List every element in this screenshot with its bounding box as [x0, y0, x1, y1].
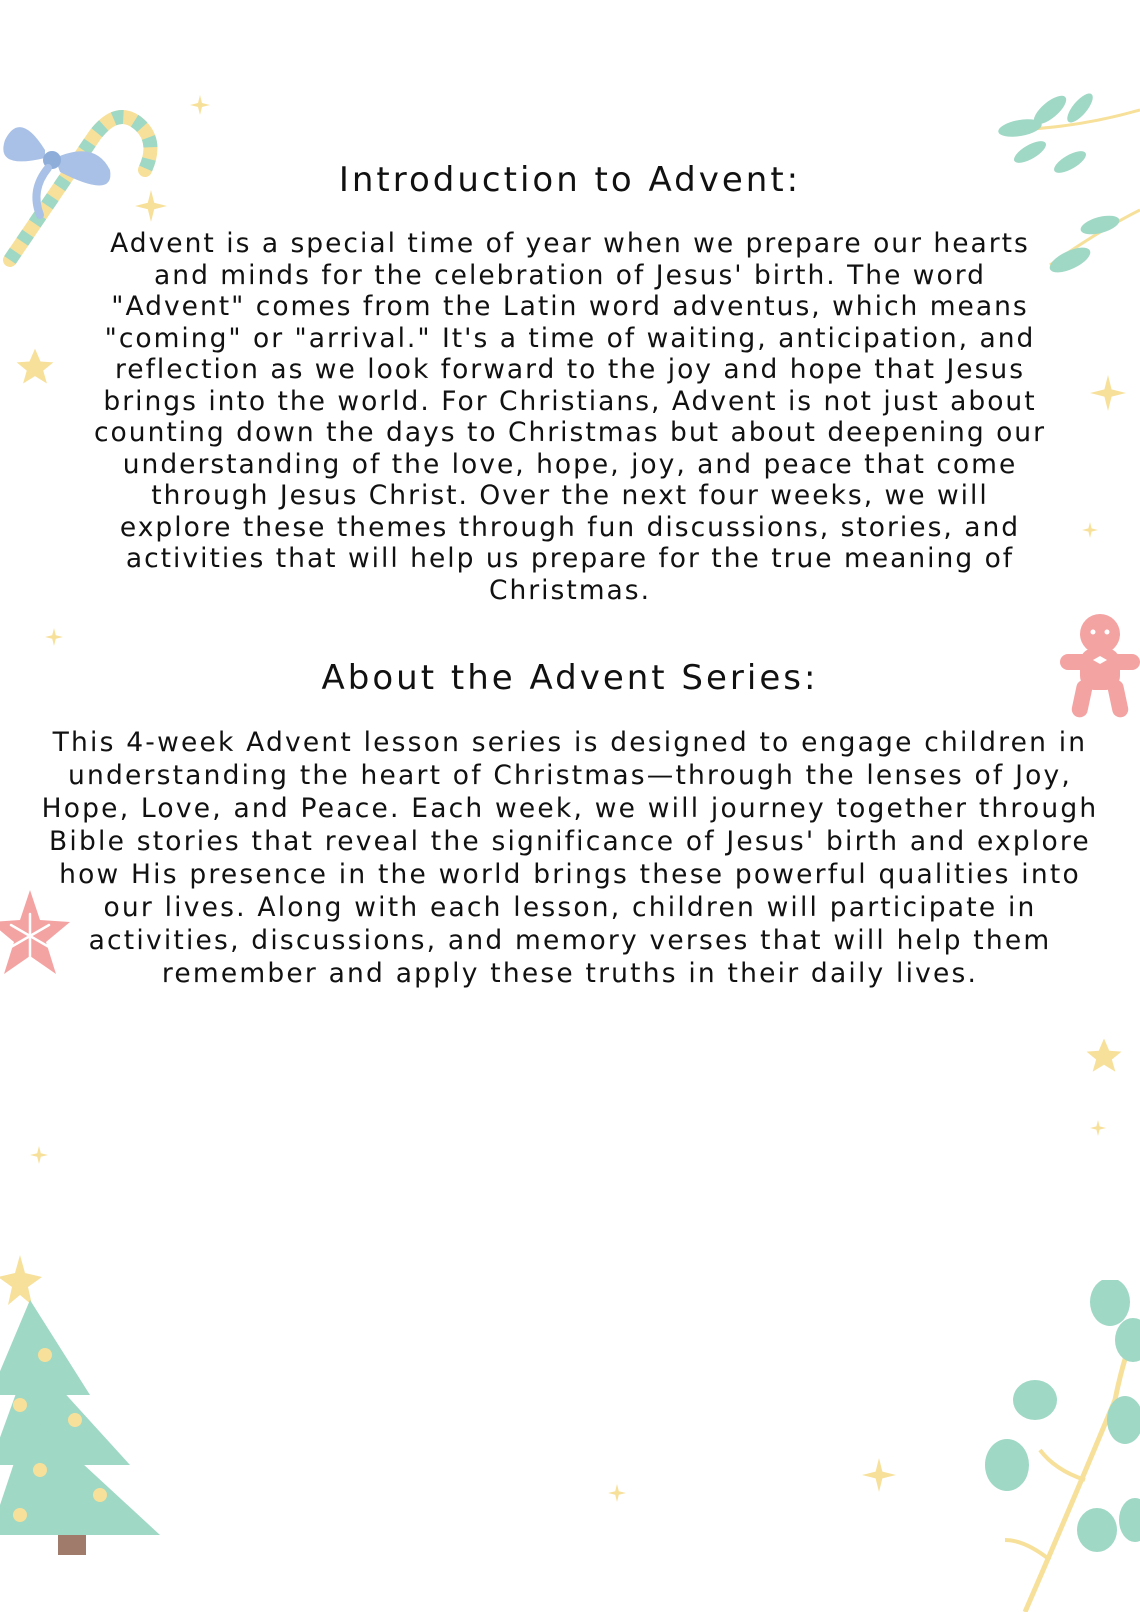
- sparkle-icon: [1090, 1120, 1106, 1136]
- star-icon: [1082, 1035, 1126, 1077]
- about-paragraph: This 4-week Advent lesson series is designed to engage children in understanding the heart of Christmas—through the lenses of Joy, Hope, Love, and Peace. Each week, we will journey together through Bible stories that reveal the significance of Jesus' birth and explore how His presence in the world brings these powerful qualities into our lives. Along with each lesson, children will participate in activities, discussions, and memory verses that will help them remember and apply these truths in their daily lives.: [41, 727, 1099, 989]
- section-spacer: [40, 606, 1100, 658]
- document-content: [40, 160, 1100, 990]
- christmas-tree-icon: [0, 1255, 170, 1555]
- intro-paragraph: Advent is a special time of year when we prepare our hearts and minds for the celebration of Jesus' birth. The word "Advent" comes from the Latin word adventus, which means "coming" or "arrival." It's a time of waiting, anticipation, and reflection as we look forward to the joy and hope that Jesus brings into the world. For Christians, Advent is not just about counting down the days to Christmas but about deepening our understanding of the love, hope, joy, and peace that come through Jesus Christ. Over the next four weeks, we will explore these themes through fun discussions, stories, and activities that will help us prepare for the true meaning of Christmas.: [93, 228, 1046, 606]
- about-heading: About the Advent Series:: [321, 658, 819, 698]
- sparkle-icon: [30, 1146, 48, 1164]
- sparkle-icon: [862, 1458, 896, 1492]
- sparkle-icon: [190, 95, 210, 115]
- sparkle-icon: [608, 1484, 626, 1502]
- intro-heading: Introduction to Advent:: [338, 160, 802, 200]
- leaf-branch-icon: [985, 1280, 1140, 1612]
